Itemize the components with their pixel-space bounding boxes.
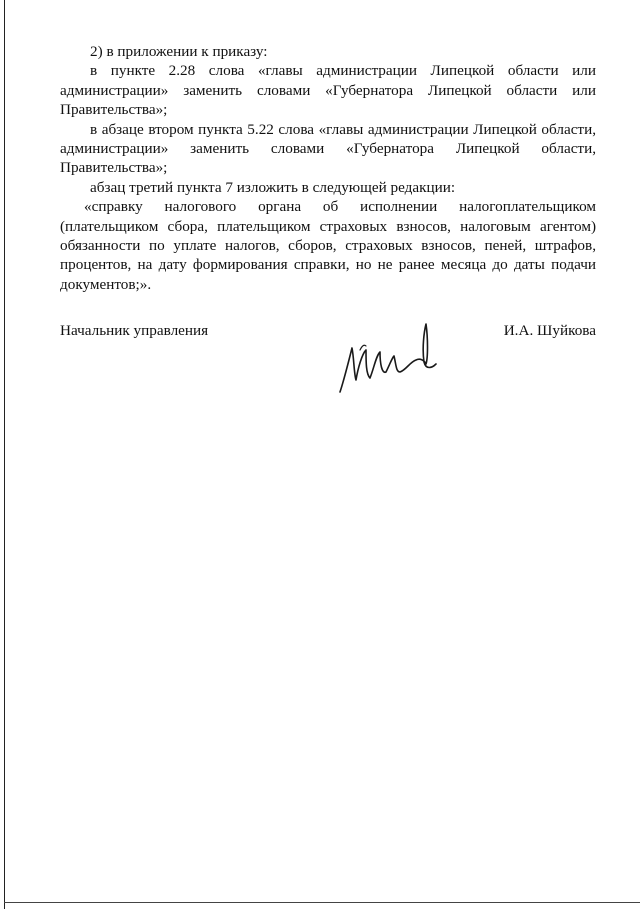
document-body bbox=[60, 42, 596, 294]
signatory-title: Начальник управления bbox=[60, 322, 209, 339]
paragraph-item-2: 2) в приложении к приказу: bbox=[90, 43, 268, 60]
paragraph-point-5-22: в абзаце втором пункта 5.22 слова «главы администрации Липецкой области, администрации» заменить словами «Губернатора Липецкой области, Правительства»; bbox=[60, 120, 596, 177]
paragraph-point-7-quote: «справку налогового органа об исполнении налогоплательщиком (плательщиком сбора, плательщиком страховых взносов, налоговым агентом) обязанности по уплате налогов, сборов, страховых взносов, пеней, штрафов, процентов, на дату формирования справки, но не ранее месяца до даты подачи документов;». bbox=[60, 198, 596, 293]
signature-block bbox=[60, 322, 596, 346]
scan-edge-left bbox=[4, 0, 5, 909]
handwritten-signature bbox=[330, 318, 440, 396]
paragraph-point-2-28: в пункте 2.28 слова «главы администрации Липецкой области или администрации» заменить словами «Губернатора Липецкой области или Правительства»; bbox=[60, 62, 596, 119]
paragraph-point-7-intro: абзац третий пункта 7 изложить в следующей редакции: bbox=[90, 178, 456, 196]
scan-edge-bottom bbox=[4, 902, 640, 903]
signatory-name: И.А. Шуйкова bbox=[503, 322, 596, 339]
